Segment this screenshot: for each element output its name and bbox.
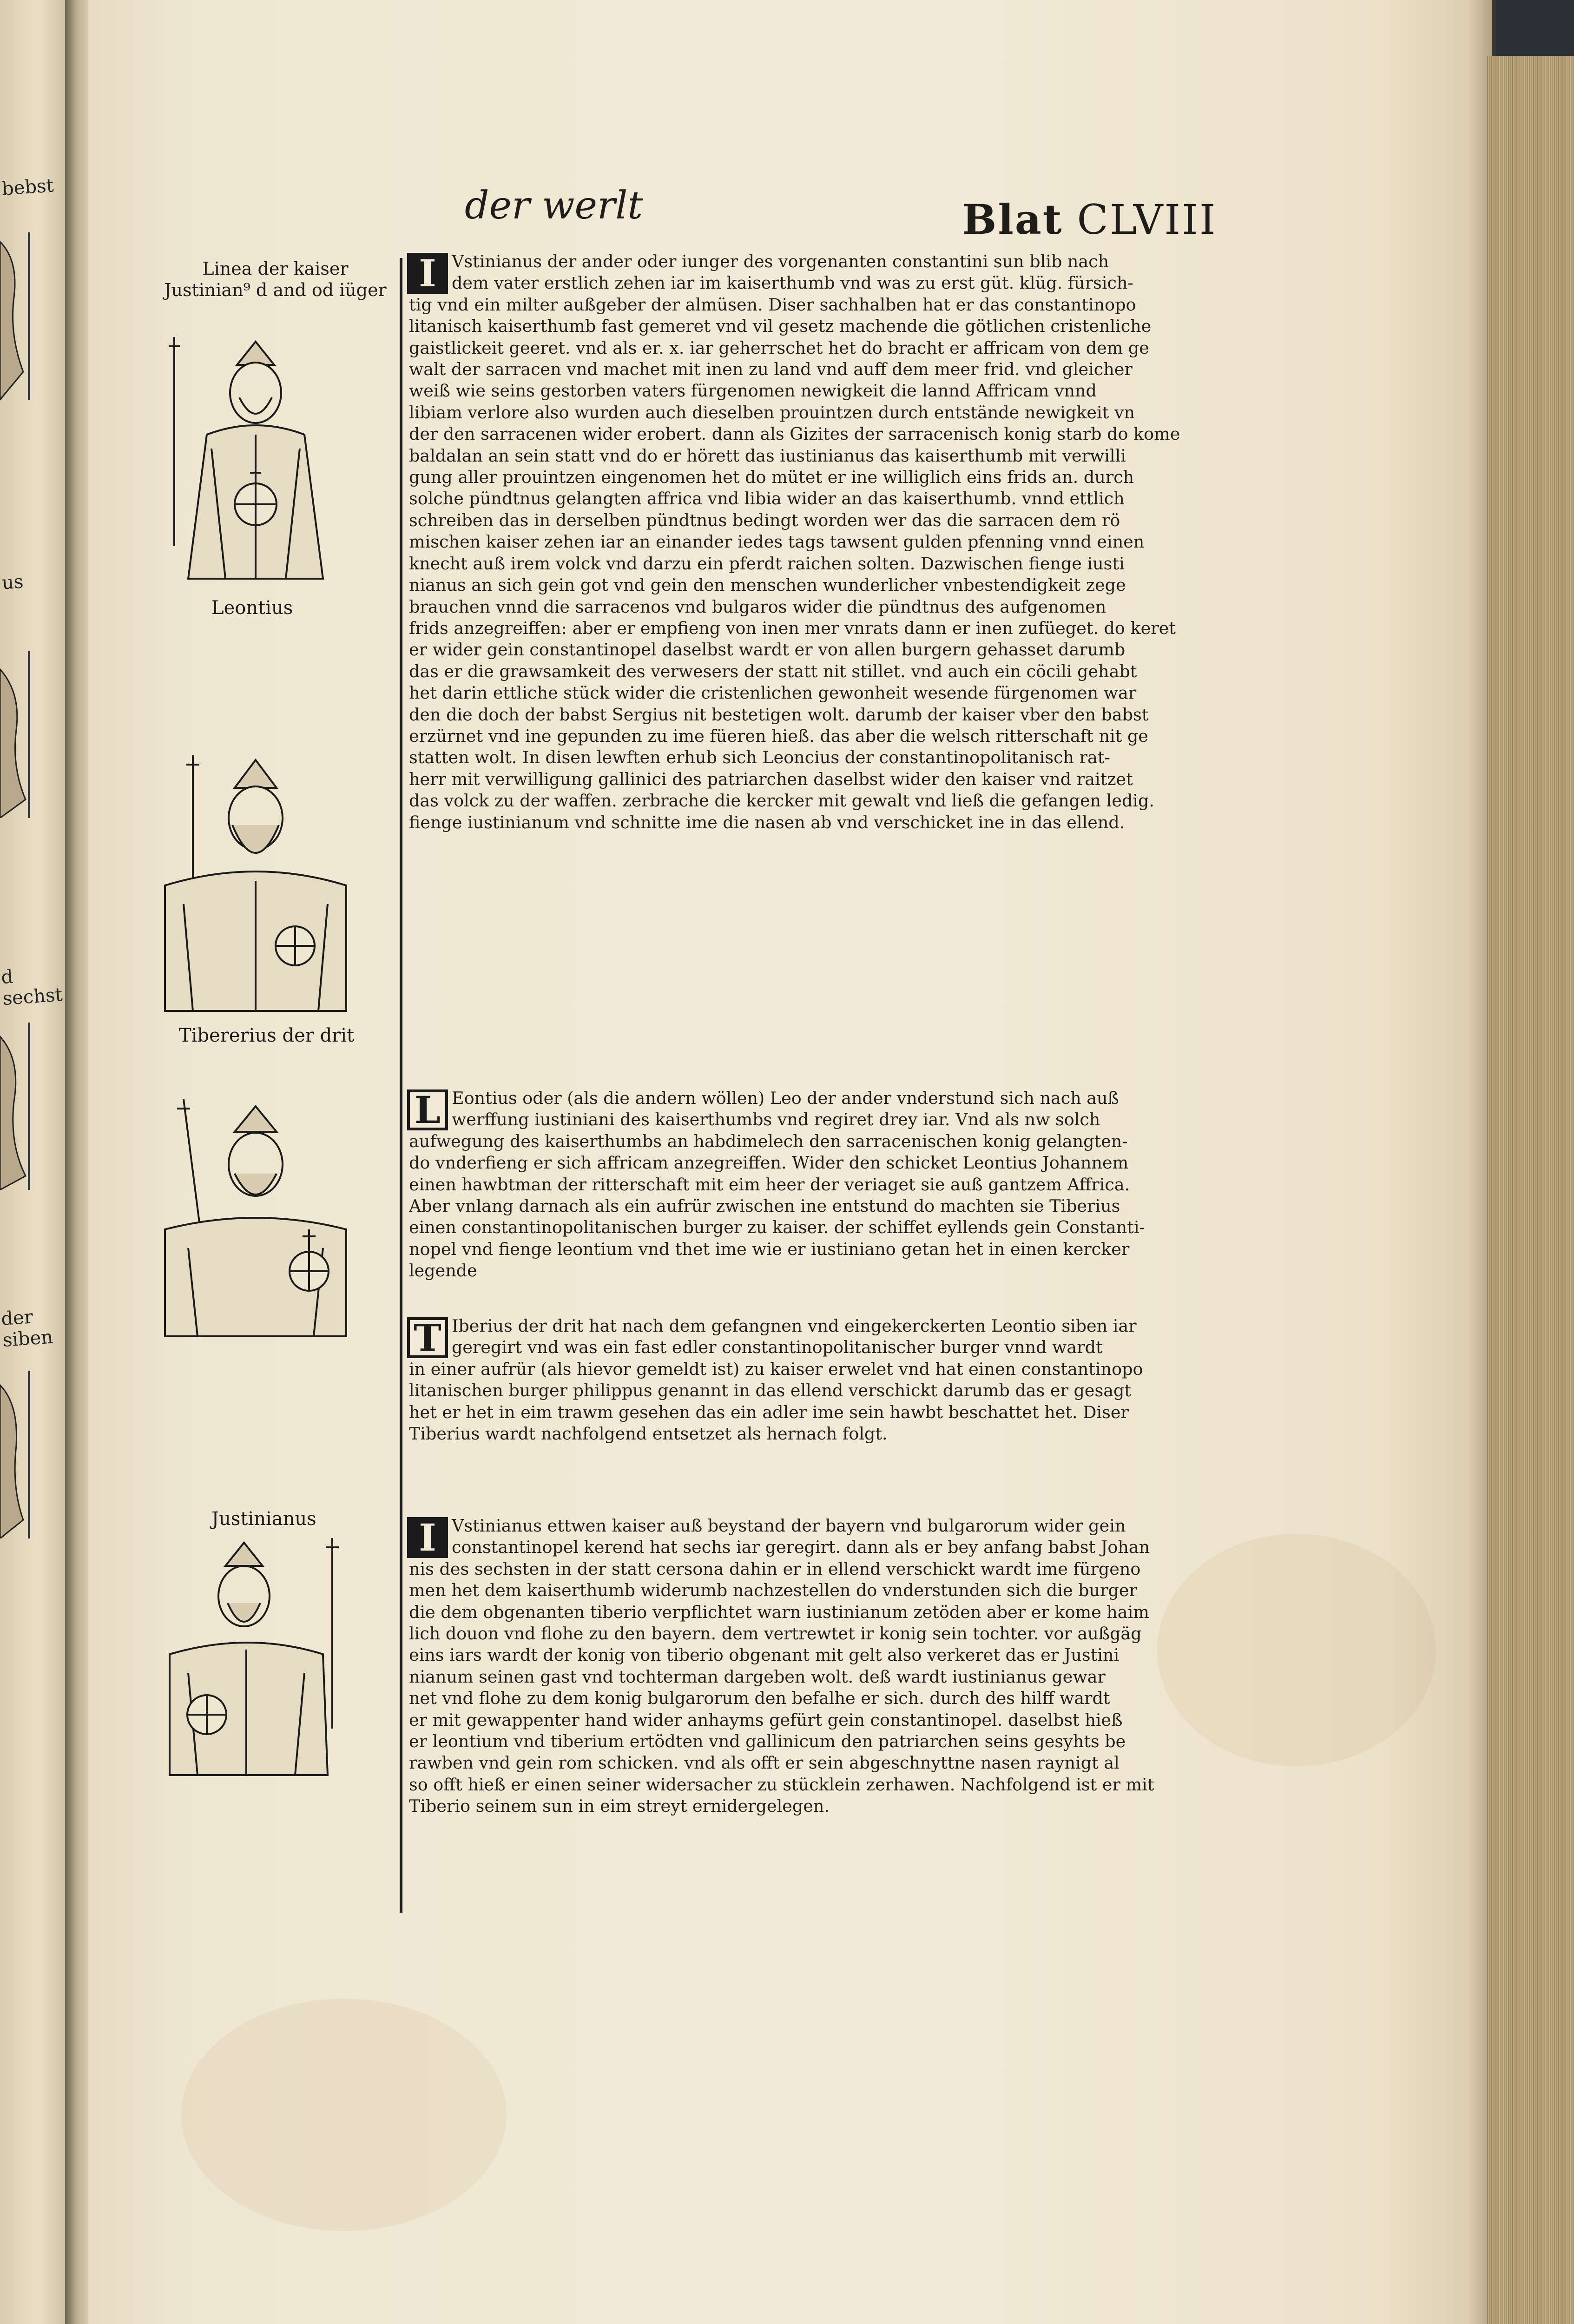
text-line: eins iars wardt der konig von tiberio obgenant mit gelt also verkeret das er Justini bbox=[409, 1645, 1120, 1665]
text-line: das er die grawsamkeit des verwesers der statt nit stillet. vnd auch ein cöcili gehabt bbox=[409, 661, 1137, 681]
text-line: Vstinianus ettwen kaiser auß beystand der bayern vnd bulgarorum wider gein bbox=[452, 1516, 1126, 1536]
text-line: einen constantinopolitanischen burger zu kaiser. der schiffet eyllends gein Constanti- bbox=[409, 1217, 1145, 1238]
text-line: rawben vnd gein rom schicken. vnd als offt er sein abgeschnyttne nasen raynigt al bbox=[409, 1753, 1120, 1773]
emperor-portrait-tiberius-second bbox=[151, 1095, 400, 1364]
lineage-title-line: Justinian⁹ d and od iüger bbox=[164, 280, 387, 300]
text-line: nianum seinen gast vnd tochterman dargeben wolt. deß wardt iustinianus gewar bbox=[409, 1666, 1106, 1687]
text-line: knecht auß irem volck vnd darzu ein pferdt raichen solten. Dazwischen fienge iusti bbox=[409, 553, 1125, 574]
folio-number: CLVIII bbox=[1077, 196, 1217, 244]
folio-heading bbox=[962, 195, 1217, 244]
running-head: der werlt bbox=[465, 184, 643, 228]
text-line: solche pündtnus gelangten affrica vnd libia wider an das kaiserthumb. vnnd ettlich bbox=[409, 489, 1125, 509]
facing-text-fragment: bebst bbox=[1, 175, 54, 200]
emperor-name: Tibererius der drit bbox=[179, 1025, 355, 1046]
text-line: men het dem kaiserthumb widerumb nachzestellen do vnderstunden sich die burger bbox=[409, 1580, 1137, 1601]
initial-capital: L bbox=[407, 1089, 448, 1130]
text-line: net vnd flohe zu dem konig bulgarorum den befalhe er sich. durch des hilff wardt bbox=[409, 1688, 1110, 1709]
text-line: lich douon vnd flohe zu den bayern. dem vertrewtet ir konig sein tochter. vor außgäg bbox=[409, 1624, 1142, 1644]
text-line: aufwegung des kaiserthumbs an habdimelech den sarracenischen konig gelangten- bbox=[409, 1131, 1128, 1151]
text-line: das volck zu der waffen. zerbrache die kercker mit gewalt vnd ließ die gefangen ledig. bbox=[409, 791, 1154, 811]
text-line: so offt hieß er einen seiner widersacher zu stücklein zerhawen. Nachfolgend ist er mit bbox=[409, 1774, 1154, 1795]
text-line: in einer aufrür (als hievor gemeldt ist) zu kaiser erwelet vnd hat einen constantinopo bbox=[409, 1359, 1143, 1379]
text-line: einen hawbtman der ritterschaft mit eim heer der veriaget sie auß gantzem Affrica. bbox=[409, 1174, 1130, 1195]
facing-page bbox=[0, 0, 70, 2324]
text-line: het er het in eim trawm gesehen das ein adler ime sein hawbt beschattet het. Diser bbox=[409, 1402, 1129, 1422]
facing-text-fragment: us bbox=[1, 571, 24, 594]
emperor-woodcut-icon bbox=[156, 328, 356, 597]
text-line: tig vnd ein milter außgeber der almüsen. Diser sachhalben hat er das constantinopo bbox=[409, 294, 1136, 315]
text-line: fienge iustinianum vnd schnitte ime die nasen ab vnd verschicket ine in das ellend. bbox=[409, 812, 1125, 832]
text-line: die dem obgenanten tiberio verpflichtet warn iustinianum zetöden aber er kome haim bbox=[409, 1602, 1149, 1622]
text-line: er leontium vnd tiberium ertödten vnd gallinicum den patriarchen seins gesyhts be bbox=[409, 1731, 1126, 1752]
facing-woodcut bbox=[0, 651, 30, 818]
facing-text-fragment: der siben bbox=[0, 1306, 54, 1351]
text-line: Iberius der drit hat nach dem gefangnen vnd eingekerckerten Leontio siben iar bbox=[452, 1316, 1137, 1336]
text-line: herr mit verwilligung gallinici des patriarchen daselbst wider den kaiser vnd raitzet bbox=[409, 769, 1133, 789]
text-line: er wider gein constantinopel daselbst wardt er von allen burgern gehasset darumb bbox=[409, 640, 1126, 660]
text-line: baldalan an sein statt vnd do er hörett das iustinianus das kaiserthumb mit verwilli bbox=[409, 445, 1126, 466]
emperor-portrait-tiberius bbox=[151, 751, 400, 1046]
folio-label: Blat bbox=[962, 195, 1063, 244]
text-line: den die doch der babst Sergius nit bestetigen wolt. darumb der kaiser vber den babst bbox=[409, 704, 1149, 725]
text-section-justinian-first bbox=[409, 251, 1222, 833]
text-line: frids anzegreiffen: aber er empfieng von inen mer vnrats dann er inen zufüeget. do keret bbox=[409, 618, 1176, 638]
text-line: mischen kaiser zehen iar an einander iedes tags tawsent gulden pfenning vnnd einen bbox=[409, 532, 1145, 552]
text-line: geregirt vnd was ein fast edler constantinopolitanischer burger vnnd wardt bbox=[452, 1337, 1103, 1358]
text-line: Aber vnlang darnach als ein aufrür zwischen ine entstund do machten sie Tiberius bbox=[409, 1196, 1120, 1216]
text-section-leontius bbox=[409, 1088, 1222, 1282]
emperor-woodcut-icon bbox=[156, 1533, 356, 1803]
emperor-portrait-justinian bbox=[151, 328, 400, 619]
text-line: walt der sarracen vnd machet mit inen zu land vnd auff dem meer frid. vnd gleicher bbox=[409, 359, 1133, 380]
text-line: het darin ettliche stück wider die cristenlichen gewonheit wesende fürgenomen war bbox=[409, 683, 1137, 703]
text-line: er mit gewappenter hand wider anhayms gefürt gein constantinopel. daselbst hieß bbox=[409, 1710, 1123, 1730]
text-line: gaistlickeit geeret. vnd als er. x. iar geherrschet het do bracht er affricam von dem ge bbox=[409, 337, 1149, 358]
text-line: litanischen burger philippus genannt in das ellend verschickt darumb das er gesagt bbox=[409, 1380, 1132, 1401]
facing-text-fragment: d sechst bbox=[0, 966, 64, 1010]
emperor-woodcut-icon bbox=[156, 1095, 356, 1364]
emperor-portrait-justinianus bbox=[151, 1508, 400, 1803]
initial-capital: T bbox=[407, 1317, 448, 1358]
text-line: Vstinianus der ander oder iunger des vorgenanten constantini sun blib nach bbox=[452, 251, 1109, 271]
lineage-column bbox=[151, 258, 402, 1913]
text-line: Tiberius wardt nachfolgend entsetzet als hernach folgt. bbox=[409, 1424, 888, 1444]
page-block-edges bbox=[1487, 56, 1574, 2324]
text-line: Tiberio seinem sun in eim streyt ernidergelegen. bbox=[409, 1796, 830, 1816]
text-line: brauchen vnnd die sarracenos vnd bulgaros wider die pündtnus des aufgenomen bbox=[409, 596, 1106, 617]
text-section-justinian-return bbox=[409, 1515, 1222, 1817]
emperor-name: Justinianus bbox=[211, 1508, 316, 1530]
text-section-tiberius bbox=[409, 1315, 1222, 1445]
emperor-woodcut-icon bbox=[156, 751, 356, 1020]
lineage-title-line: Linea der kaiser bbox=[202, 258, 349, 279]
text-line: der den sarracenen wider erobert. dann als Gizites der sarracenisch konig starb do kome bbox=[409, 424, 1180, 444]
text-line: gung aller prouintzen eingenomen het do mütet er ine williglich eins frids an. durch bbox=[409, 467, 1134, 488]
text-line: libiam verlore also wurden auch dieselben prouintzen durch entstände newigkeit vn bbox=[409, 402, 1135, 423]
initial-capital: I bbox=[407, 1517, 448, 1558]
text-line: werffung iustiniani des kaiserthumbs vnd regiret drey iar. Vnd als nw solch bbox=[452, 1109, 1100, 1130]
facing-woodcut bbox=[0, 232, 30, 400]
text-line: do vnderfieng er sich affricam anzegreiffen. Wider den schicket Leontius Johannem bbox=[409, 1153, 1129, 1173]
text-line: litanisch kaiserthumb fast gemeret vnd vil gesetz machende die götlichen cristenliche bbox=[409, 316, 1152, 337]
text-line: constantinopel kerend hat sechs iar geregirt. dann als er bey anfang babst Johan bbox=[452, 1537, 1150, 1558]
initial-capital: I bbox=[407, 253, 448, 294]
lineage-title bbox=[151, 258, 400, 301]
text-line: nianus an sich gein got vnd gein den menschen wunderlicher vnbestendigkeit zege bbox=[409, 575, 1126, 595]
facing-woodcut bbox=[0, 1371, 30, 1538]
text-line: erzürnet vnd ine gepunden zu ime füeren hieß. das aber die welsch ritterschaft nit ge bbox=[409, 726, 1148, 746]
text-line: statten wolt. In disen lewften erhub sich Leoncius der constantinopolitanisch rat- bbox=[409, 747, 1110, 768]
text-line: nopel vnd fienge leontium vnd thet ime wie er iustiniano getan het in einen kercker bbox=[409, 1239, 1130, 1259]
facing-woodcut bbox=[0, 1023, 30, 1190]
text-line: legende bbox=[409, 1261, 477, 1281]
text-line: weiß wie seins gestorben vaters fürgenomen newigkeit die lannd Affricam vnnd bbox=[409, 381, 1097, 401]
text-line: schreiben das in derselben pündtnus bedingt worden wer das die sarracen dem rö bbox=[409, 510, 1120, 530]
text-line: Eontius oder (als die andern wöllen) Leo der ander vnderstund sich nach auß bbox=[452, 1088, 1119, 1108]
emperor-name: Leontius bbox=[211, 597, 293, 619]
text-line: dem vater erstlich zehen iar im kaiserthumb vnd was zu erst güt. klüg. fürsich- bbox=[452, 273, 1133, 293]
text-line: nis des sechsten in der statt cersona dahin er in ellend verschickt wardt ime fürgeno bbox=[409, 1558, 1141, 1579]
